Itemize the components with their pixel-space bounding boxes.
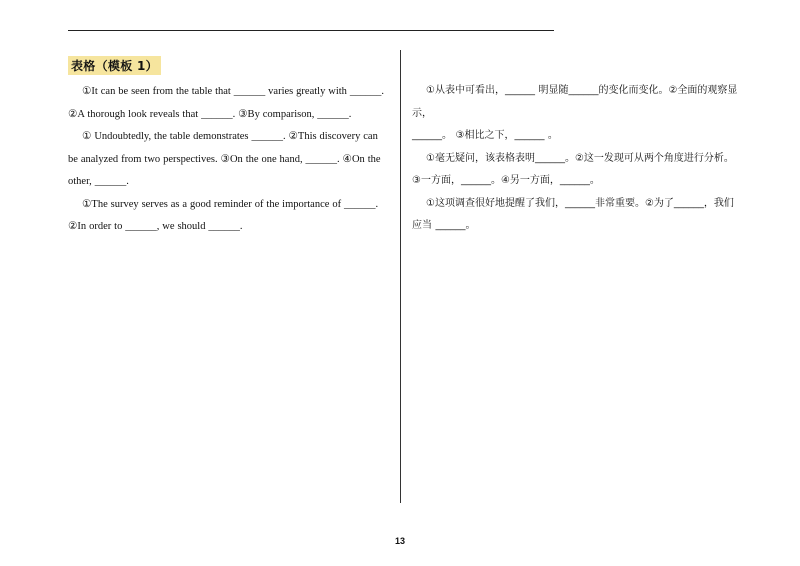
right-column-chinese <box>412 80 742 238</box>
english-paragraph-4: ①The survey serves as a good reminder of the importance of ______. <box>82 198 379 210</box>
english-paragraph-1: ①It can be seen from the table that ______ varies greatly with ______. <box>82 86 384 97</box>
chinese-paragraph-2: ______。 ③相比之下，______ 。 <box>412 130 558 141</box>
english-paragraph-5: ②In order to ______, we should ______. <box>68 221 243 232</box>
section-heading: 表格（模板 1） <box>68 56 161 75</box>
english-paragraph-2: ②A thorough look reveals that ______. ③By comparison, ______. <box>68 108 352 120</box>
column-divider <box>400 50 401 503</box>
header-rule <box>68 30 554 31</box>
chinese-paragraph-4: ③一方面，______。④另一方面，______。 <box>412 175 600 186</box>
chinese-paragraph-3: ①毫无疑问，该表格表明______。②这一发现可从两个角度进行分析。 <box>426 152 734 164</box>
chinese-paragraph-5: ①这项调查很好地提醒了我们，______非常重要。②为了______，我们应当 ______。 <box>412 197 734 231</box>
page-number: 13 <box>394 536 405 546</box>
left-column-english <box>68 56 386 239</box>
english-paragraph-3: ① Undoubtedly, the table demonstrates ______. ②This discovery can be analyzed from two perspectives. ③On the one hand, ______. ④On the other, ______. <box>68 131 381 187</box>
chinese-paragraph-1: ①从表中可看出，______ 明显随______的变化而变化。②全面的观察显示， <box>412 85 738 119</box>
